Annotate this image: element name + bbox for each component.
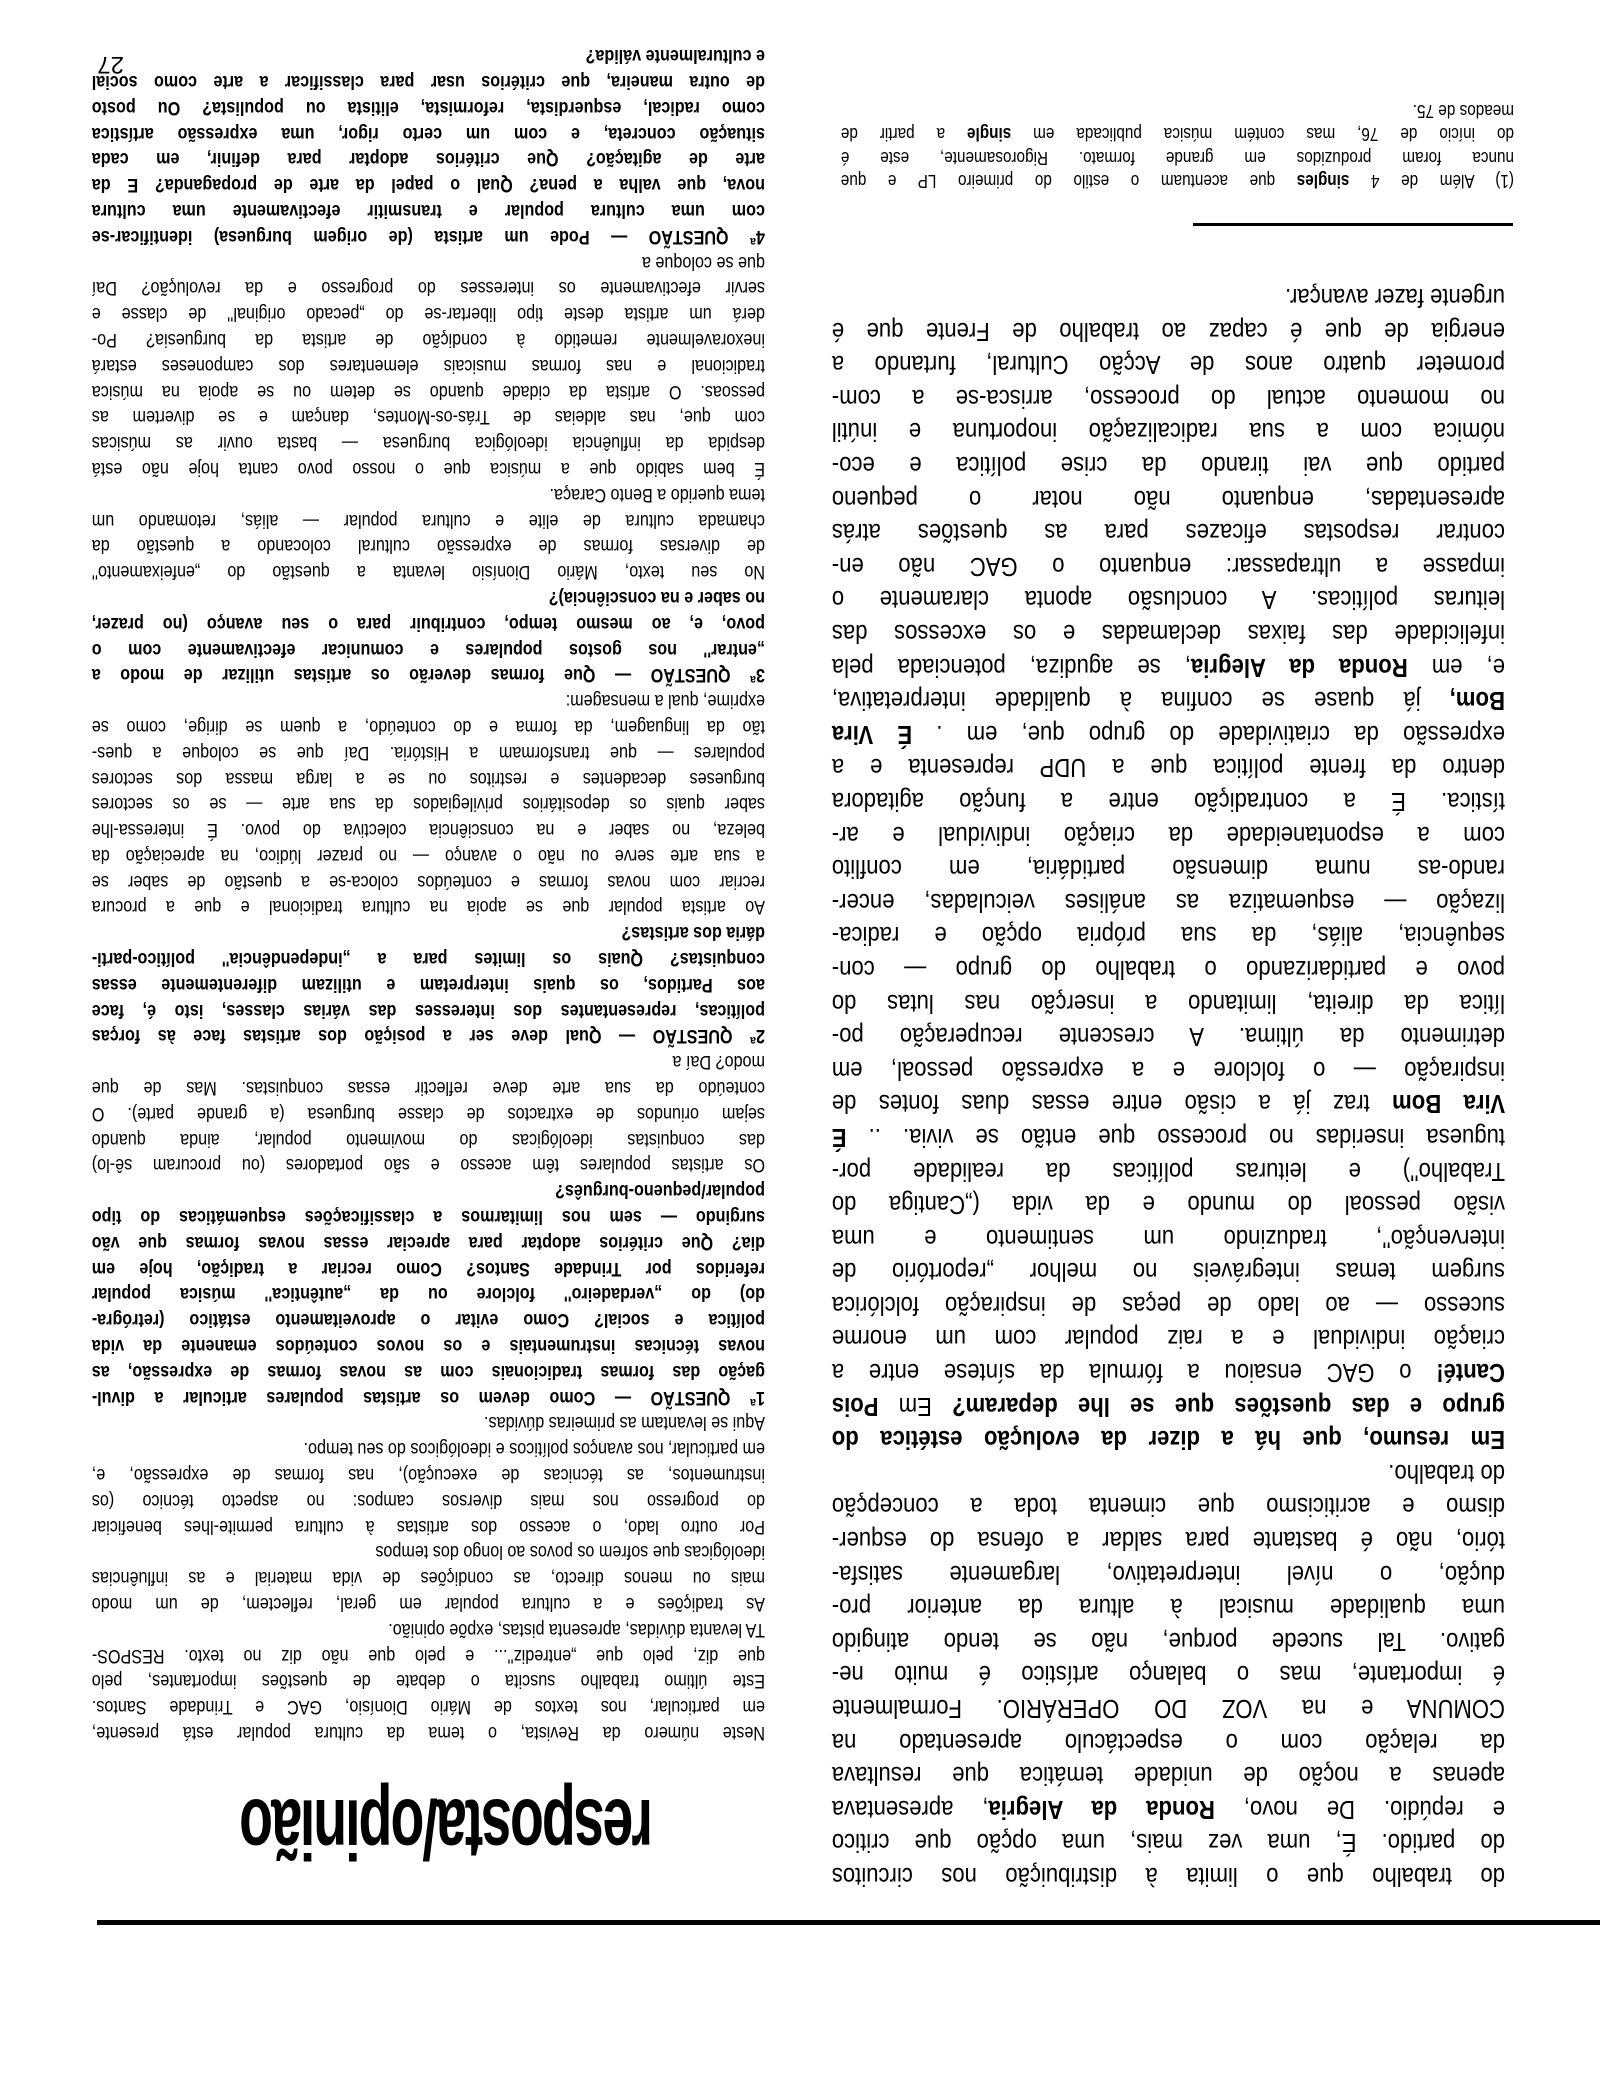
text-line	[92, 868, 765, 894]
text: No seu texto, Mário Dionísio levanta a questão do „enfeixamento''	[91, 561, 765, 583]
text-line	[832, 583, 1505, 617]
bold-text: situação concreta, e com um certo rigor, uma expressão artística	[91, 122, 765, 144]
text: gativo. Tal sucede porque, não se tendo atingido	[831, 1626, 1505, 1657]
section-title: resposta/opinião	[241, 1782, 653, 1876]
text: As tradições e a cultura popular em geral, reflectem, de um modo	[91, 1593, 765, 1615]
text-line	[92, 326, 765, 352]
text-line	[832, 1120, 1505, 1154]
text: rando-as numa dimensão partidária, em conflito	[831, 854, 1505, 885]
bold-text: 4ª QUESTÃO — Pode um artista (de origem burguesa) identificar-se	[91, 225, 765, 247]
text: do partido. É, uma vez mais, uma opção que critico	[831, 1828, 1505, 1859]
text-line	[92, 1539, 765, 1565]
bold-text: Bom,	[1449, 686, 1505, 717]
text-line	[92, 1152, 765, 1178]
bold-text: Vira Bom	[1392, 1089, 1505, 1120]
text: TA levanta dúvidas, apresenta pistas, expõe opinião.	[388, 1618, 765, 1640]
text: com a espontaneidade da criação individual e ar-	[831, 820, 1505, 851]
text-line	[92, 1435, 765, 1461]
text-line	[832, 986, 1505, 1020]
text: prometer quatro anos de Acção Cultural, furtando a	[831, 350, 1505, 381]
text: pessoas. O artista da cidade quando se detem ou se apoia na música	[91, 380, 765, 402]
bold-text: políticas, representantes dos interesses das várias classes, isto é, face	[91, 999, 765, 1021]
text: derá um artista deste tipo libertar-se do „pecado original'' de classe e	[91, 303, 765, 325]
text-line	[832, 650, 1505, 684]
text: nómica com a sua radicalização inoportuna e inútil	[831, 417, 1505, 448]
text: meados de 75.	[1412, 101, 1514, 122]
text-line	[92, 1410, 765, 1436]
text-line	[832, 818, 1505, 852]
text: do início de 76, mas contém música publicada em	[1011, 124, 1514, 145]
text: recriar com novas formas e conteúdos coloca-se a questão de saber se	[91, 870, 765, 892]
text-line	[92, 533, 765, 559]
text-line	[832, 1691, 1505, 1725]
text-line	[832, 1557, 1505, 1591]
text-line	[832, 1490, 1505, 1524]
text-line	[832, 448, 1505, 482]
text: com que, nas aldeias de Trás-os-Montes, dançam e se divertem as	[91, 406, 765, 428]
text-line	[92, 920, 765, 946]
bold-text: É Vira	[831, 719, 913, 750]
text: a partir de	[840, 124, 968, 145]
text: É bem sabido que a música que o nosso povo canta hoje não está	[91, 457, 765, 479]
text-line	[92, 94, 765, 120]
text-line	[832, 717, 1505, 751]
text-line	[832, 1859, 1505, 1893]
text-line	[92, 120, 765, 146]
text-line	[92, 791, 765, 817]
text-line	[832, 1020, 1505, 1054]
text-line	[832, 616, 1505, 650]
text-line	[92, 1642, 765, 1668]
text: Ao artista popular que se apoia na cultura tradicional e que a procura	[91, 896, 765, 918]
text-line	[832, 381, 1505, 415]
text: tística. É a contradição entre a função agitadora	[831, 787, 1505, 817]
text-line	[92, 687, 765, 713]
text: detrimento da última. A crescente recuperação po-	[831, 1022, 1505, 1053]
text-line	[92, 1100, 765, 1126]
text-line	[92, 1023, 765, 1049]
text-line	[841, 99, 1514, 122]
text-line	[832, 1188, 1505, 1222]
text-line	[92, 558, 765, 584]
text: do trabalho.	[1388, 1458, 1505, 1489]
bold-text: conquistas? Quais os limites para a „independência'' político-parti-	[91, 948, 765, 970]
text: visão pessoal do mundo e da vida („Cantiga do	[831, 1190, 1505, 1221]
text-line	[92, 765, 765, 791]
text: COMUNA e na VOZ DO OPERÁRIO. Formalmente	[831, 1694, 1505, 1725]
text: de diversas formas de expressão cultural colocando a questão da	[91, 535, 765, 557]
text: intervenção'', traduzindo um sentimento e uma	[831, 1223, 1505, 1254]
text: que diz, pelo que „entrediz''... e pelo que não diz no texto. RESPOS-	[91, 1644, 765, 1666]
bold-text: arte de agitação? Que critérios adoptar para definir, em cada	[91, 148, 765, 170]
text: saber quais os depositários privilegiados da sua arte — se os sectores	[91, 793, 765, 815]
text: modo? Daí a	[672, 1051, 765, 1073]
text-line	[832, 314, 1505, 348]
text: em particular, nos textos de Mário Dionísio, GAC e Trindade Santos.	[91, 1696, 765, 1718]
text-line	[92, 1487, 765, 1513]
text-line	[832, 1624, 1505, 1658]
bold-text: política e social? Como evitar o aproveitamento estático (retrógra-	[91, 1309, 765, 1331]
text: expressão da criatividade do grupo que, em .	[912, 719, 1505, 750]
text-line	[832, 885, 1505, 919]
text-line	[92, 1229, 765, 1255]
bold-text: singles	[1296, 171, 1350, 191]
text: apresentadas, enquanto não notar o pequeno	[831, 484, 1505, 515]
text: o GAC ensaiou a fórmula da síntese entre a	[831, 1358, 1437, 1389]
text: criação individual e a raiz popular com um enorme	[831, 1324, 1505, 1355]
text-line	[92, 1384, 765, 1410]
text: Este último trabalho suscita o debate de questões importantes, pelo	[91, 1670, 765, 1692]
text-line	[92, 1616, 765, 1642]
text-line	[832, 852, 1505, 886]
text-line	[841, 169, 1514, 192]
text-line	[92, 1590, 765, 1616]
text-line	[92, 610, 765, 636]
text-line	[832, 1456, 1505, 1490]
text: em particular, nos avanços políticos e ideológicos do seu tempo.	[303, 1438, 765, 1460]
text-line	[92, 971, 765, 997]
text-line	[832, 1826, 1505, 1860]
text-line	[92, 429, 765, 455]
text-line	[832, 1255, 1505, 1289]
text-line	[832, 1322, 1505, 1356]
text-line	[92, 171, 765, 197]
bold-text: Em resumo, que há a dizer da evolução estética do	[831, 1425, 1505, 1456]
text-line	[92, 1564, 765, 1590]
text: sejam oriundos de extractos de classe burguesa (a grande parte). O	[91, 1102, 765, 1124]
bold-text: Ronda da Alegria	[1190, 652, 1408, 683]
text-line	[832, 415, 1505, 449]
text-line	[832, 281, 1505, 315]
text-line	[832, 549, 1505, 583]
header-rule	[97, 1920, 1600, 1925]
text: Por outro lado, o acesso dos artistas à cultura permite-lhes beneficiar	[91, 1515, 765, 1537]
bold-text: 2ª QUESTÃO — Qual deve ser a posição dos artistas face às forças	[91, 1025, 765, 1047]
text: dismo e acriticismo que cimenta toda a concepção	[831, 1492, 1505, 1523]
opinion-article-column	[92, 42, 765, 1745]
text: impasse a ultrapassar: enquanto o GAC não en-	[831, 551, 1505, 582]
text: ideológicas que sofrem os povos ao longo dos tempos	[375, 1541, 765, 1563]
bold-text: gação das formas tradicionais com as novas formas de expressão, as	[91, 1360, 765, 1382]
text: populares — que transformam a História. Daí que se coloque a ques-	[91, 741, 765, 763]
text-line	[92, 739, 765, 765]
text: que se coloque a	[641, 251, 765, 273]
text: inspiração — o folclore e a expressão pessoal, em	[831, 1055, 1505, 1086]
text: inexoravelmente remetido à condição de artista da burguesia? Po-	[91, 328, 765, 350]
bold-text: Canté!	[1436, 1358, 1505, 1389]
text-line	[92, 378, 765, 404]
text-line	[92, 1513, 765, 1539]
text-line	[92, 1693, 765, 1719]
text-line	[832, 1759, 1505, 1793]
text: servir efectivamente os interesses do progresso e da revolução? Daí	[91, 277, 765, 299]
text-line	[832, 1356, 1505, 1390]
text-line	[92, 197, 765, 223]
text: tradicional e nas formas musicais elementares dos camponeses estará	[91, 354, 765, 376]
bold-text: popular/pequeno-burguês?	[555, 1180, 765, 1202]
bold-text: no saber e na consciência)?	[548, 586, 765, 608]
text-line	[832, 1423, 1505, 1457]
bold-text: Pois	[831, 1391, 879, 1422]
text: , se agudiza, potenciada pela	[831, 652, 1191, 683]
text: infelicidade das faixas declamadas e os excessos das	[831, 619, 1505, 650]
text-line	[92, 713, 765, 739]
bold-text: 3ª QUESTÃO — Que formas deverão os artistas utilizar de modo a	[91, 664, 765, 686]
text: do trabalho que o limita à distribuição nos circuitos	[831, 1862, 1505, 1892]
bold-text: de outra maneira, que critérios usar para classificar a arte como social	[91, 71, 765, 92]
text: é importante, mas o balanço artístico é muito ne-	[831, 1660, 1505, 1691]
text: e repúdio. De novo,	[1214, 1794, 1505, 1825]
text-line	[832, 1288, 1505, 1322]
text-line	[92, 1668, 765, 1694]
text-line	[92, 894, 765, 920]
text-line	[832, 1154, 1505, 1188]
text-line	[92, 584, 765, 610]
text-line	[832, 1087, 1505, 1121]
text: do progresso nos mais diversos campos: no aspecto técnico (os	[91, 1489, 765, 1511]
text-line	[92, 997, 765, 1023]
text-line	[92, 275, 765, 301]
text-line	[92, 1126, 765, 1152]
text: despida da influência ideológica burguesa — basta ouvir as músicas	[91, 432, 765, 454]
text: mais ou menos directo, as condições de vida material e as influências	[91, 1567, 765, 1589]
text: e, em	[1407, 652, 1505, 683]
bold-text: aos Partidos, os quais interpretam e utilizam diferentemente essas	[91, 973, 765, 995]
text-line	[92, 68, 765, 94]
text: nunca foram produzidos em grande formato. Rigorosamente, este é	[840, 147, 1514, 168]
text: Neste número da Revista, o tema da cultura popular está presente,	[91, 1722, 765, 1743]
text-line	[832, 1053, 1505, 1087]
text-line	[92, 1719, 765, 1745]
text-line	[92, 636, 765, 662]
bold-text: e culturalmente válida?	[585, 45, 765, 67]
text: dentro da frente política que a UDP representa e a	[831, 753, 1505, 784]
text-line	[92, 404, 765, 430]
text: tema querido a Bento Caraça.	[549, 483, 765, 505]
text: traz já a cisão entre essas duas fontes de	[831, 1089, 1393, 1120]
text: da relação com o espectáculo apresentado na	[831, 1727, 1505, 1758]
bold-text: povo, e, ao mesmo tempo, contribuir para o seu avanço (no prazer,	[91, 612, 765, 634]
text: já quase se confina à qualidade interpretativa,	[831, 686, 1450, 717]
bold-text: dia? Que critérios adoptar para apreciar essas novas formas que vão	[91, 1231, 765, 1253]
text-line	[832, 952, 1505, 986]
text-line	[92, 842, 765, 868]
text: beleza, no saber e na consciência colectiva do povo. É interessa-lhe	[91, 819, 765, 841]
text: exprime, qual a mensagem:	[565, 690, 765, 712]
text-line	[92, 481, 765, 507]
text: Trabalho'') e leituras políticas da realidade por-	[831, 1156, 1505, 1187]
text: lítica da direita, limitando a inserção nas lutas do	[831, 988, 1505, 1019]
text-line	[832, 1725, 1505, 1759]
bold-text: com uma cultura popular e transmitir efectivamente uma cultura	[91, 199, 765, 221]
page-number: 27	[97, 51, 124, 78]
text: uma qualidade musical à altura da anterior pro-	[831, 1593, 1505, 1624]
text-line	[92, 1203, 765, 1229]
text-line	[832, 1792, 1505, 1826]
bold-text: single	[967, 124, 1012, 145]
text: lização — esquematiza as análises veiculadas, encer-	[831, 887, 1505, 918]
text-line	[832, 784, 1505, 818]
text: dução, o nível interpretativo, largamente satisfa-	[831, 1559, 1505, 1590]
text: chamada cultura de elite e cultura popular — aliás, retomando um	[91, 509, 765, 531]
text: que acentuam o estilo do primeiro LP e que	[840, 171, 1297, 191]
text-line	[92, 1074, 765, 1100]
text: conteúdo da sua arte deve reflectir essas conquistas. Mas de que	[91, 1077, 765, 1099]
text-line	[832, 684, 1505, 718]
text-line	[92, 1177, 765, 1203]
text: tuguesa inseridas no processo que então se vivia. ..	[846, 1122, 1505, 1153]
text-line	[832, 516, 1505, 550]
text-line	[841, 122, 1514, 145]
text-line	[92, 42, 765, 68]
text-line	[92, 352, 765, 378]
text: energia de que é capaz ao trabalho de Frente que é	[831, 316, 1505, 347]
bold-text: 1ª QUESTÃO — Como devem os artistas populares articular a divul-	[91, 1386, 765, 1408]
text: (1) Além de 4	[1349, 171, 1514, 191]
bold-text: surgindo — sem nos limitarmos a classificações esquemáticas do tipo	[91, 1206, 765, 1228]
text-line	[92, 1306, 765, 1332]
text: partido que vai tirando da crise política e eco-	[831, 451, 1505, 482]
text-line	[92, 945, 765, 971]
text: surgem temas integráveis no melhor „reportório de	[831, 1257, 1505, 1288]
continued-article-column	[832, 281, 1505, 1894]
text-line	[832, 1221, 1505, 1255]
bold-text: É	[831, 1122, 847, 1153]
text: das conquistas ideológicas do movimento popular, ainda quando	[91, 1128, 765, 1150]
text: apenas a noção de unidade temática que resultava	[831, 1761, 1505, 1792]
text: burgueses decadentes e restritos ou se a larga massa dos sectores	[91, 767, 765, 789]
text: Aqui se levantam as primeiras dúvidas.	[484, 1412, 765, 1434]
text-line	[92, 146, 765, 172]
text-line	[92, 816, 765, 842]
text-line	[92, 1461, 765, 1487]
text: urgente fazer avançar.	[1285, 283, 1505, 314]
bold-text: como radical, esquerdista, reformista, elitista ou populista? Ou posto	[91, 96, 765, 118]
text-line	[832, 1523, 1505, 1557]
text-line	[92, 1255, 765, 1281]
bold-text: novas técnicas instrumentais e os novos conteúdos emanente da vida	[91, 1335, 765, 1357]
text: instrumentos, as técnicas de execução), nas formas de expressão, e,	[91, 1464, 765, 1486]
text-line	[832, 919, 1505, 953]
text: a sua arte serve ou não o avanço — no prazer lúdico, na apreciação da	[91, 844, 765, 866]
bold-text: „entrar'' nos gostos populares e comunicar efectivamente com o	[91, 638, 765, 660]
text: Os artistas populares têm acesso e são portadores (ou procuram sê-lo)	[91, 1154, 765, 1176]
text-line	[92, 1048, 765, 1074]
text-line	[92, 223, 765, 249]
text-line	[832, 751, 1505, 785]
text-line	[92, 507, 765, 533]
bold-text: nova, que valha a pena? Qual o papel da arte de propaganda? E da	[91, 174, 765, 196]
bold-text: dária dos artistas?	[621, 922, 765, 944]
text: sequência, aliás, da sua própria opção e radica-	[831, 921, 1505, 952]
text: tão da linguagem, da forma e do conteúdo, a quem se dirige, como se	[91, 715, 765, 737]
text: tório, não é bastante para saldar a ofensa do esquer-	[831, 1526, 1505, 1557]
text: no momento actual do processo, arrisca-se a com-	[831, 383, 1505, 414]
bold-text: grupo e das questões que se lhe deparam?	[952, 1391, 1505, 1422]
bold-text: referidos por Trindade Santos? Como recriar a tradição, hoje em	[91, 1257, 765, 1279]
text-line	[832, 1389, 1505, 1423]
text: contrar respostas eficazes para as questões atrás	[831, 518, 1505, 549]
text: leituras políticas. A conclusão aponta claramente o	[831, 585, 1505, 616]
text: sucesso — ao lado de peças de inspiração folclórica	[831, 1290, 1505, 1321]
text-line	[92, 1358, 765, 1384]
text: Em	[878, 1391, 953, 1422]
text-line	[92, 249, 765, 275]
text-line	[832, 348, 1505, 382]
text-line	[92, 662, 765, 688]
text-line	[92, 1281, 765, 1307]
text-line	[832, 482, 1505, 516]
bold-text: Ronda da Alegria	[988, 1794, 1215, 1825]
text-line	[92, 455, 765, 481]
text-line	[832, 1591, 1505, 1625]
text: , apresentava	[831, 1794, 989, 1825]
text-line	[92, 300, 765, 326]
text-line	[832, 1658, 1505, 1692]
text: povo e partidarizando o trabalho do grupo — con-	[831, 954, 1505, 985]
footnote-rule	[1193, 223, 1513, 226]
bold-text: do) do „verdadeiro'' folclore ou da „autêntica'' música popular	[91, 1283, 765, 1305]
footnote	[841, 99, 1514, 192]
text-line	[841, 145, 1514, 168]
text-line	[92, 1332, 765, 1358]
